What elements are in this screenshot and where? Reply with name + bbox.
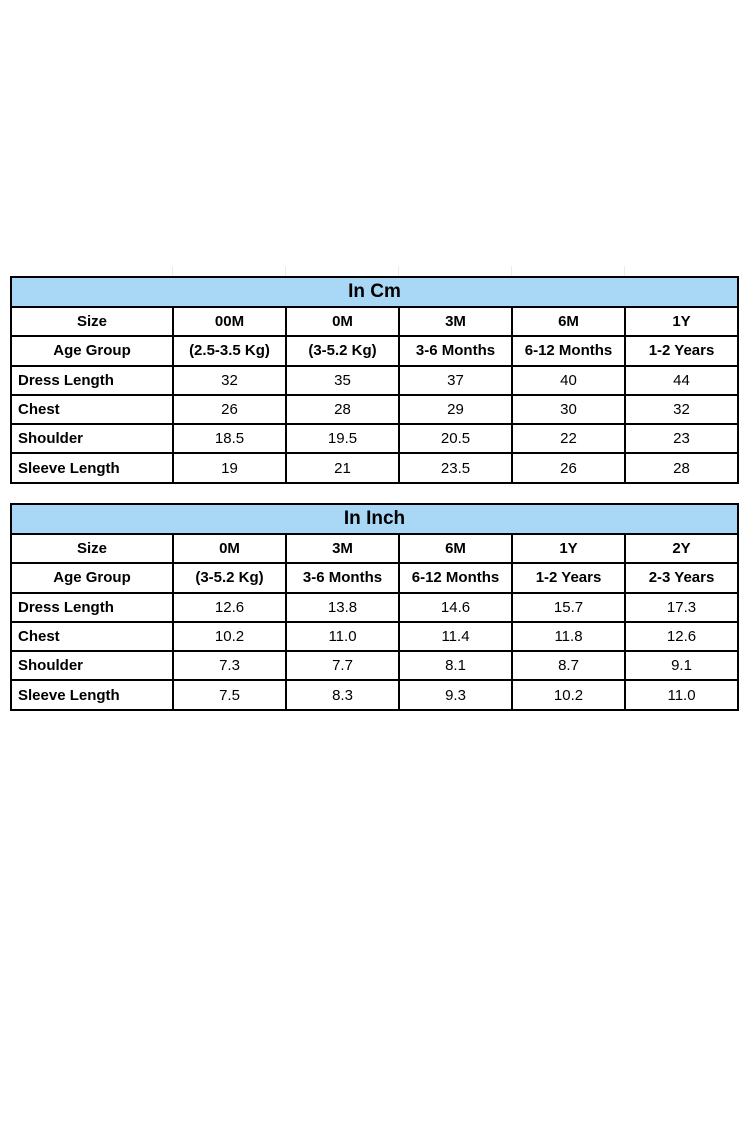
age-cell: 1-2 Years [625, 336, 738, 365]
size-cell: 0M [173, 534, 286, 563]
table-title-row [11, 504, 738, 534]
size-cell: 2Y [625, 534, 738, 563]
value-cell: 23 [625, 424, 738, 453]
size-cell: 00M [173, 307, 286, 336]
value-cell: 8.7 [512, 651, 625, 680]
measurement-label: Chest [11, 395, 173, 424]
measurement-row [11, 651, 738, 680]
value-cell: 22 [512, 424, 625, 453]
value-cell: 17.3 [625, 593, 738, 622]
measurement-label: Shoulder [11, 424, 173, 453]
age-cell: 6-12 Months [399, 563, 512, 592]
age-group-row [11, 336, 738, 365]
age-cell: 6-12 Months [512, 336, 625, 365]
gridline [398, 266, 399, 276]
value-cell: 28 [625, 453, 738, 482]
table-title: In Inch [11, 504, 738, 534]
value-cell: 30 [512, 395, 625, 424]
age-cell: 3-6 Months [286, 563, 399, 592]
measurement-label: Chest [11, 622, 173, 651]
table-title-row [11, 277, 738, 307]
value-cell: 11.8 [512, 622, 625, 651]
value-cell: 10.2 [173, 622, 286, 651]
measurement-label: Shoulder [11, 651, 173, 680]
table-title: In Cm [11, 277, 738, 307]
age-cell: 3-6 Months [399, 336, 512, 365]
size-label: Size [11, 307, 173, 336]
value-cell: 9.3 [399, 680, 512, 709]
gridline [285, 266, 286, 276]
value-cell: 12.6 [173, 593, 286, 622]
value-cell: 32 [625, 395, 738, 424]
value-cell: 9.1 [625, 651, 738, 680]
value-cell: 8.1 [399, 651, 512, 680]
value-cell: 18.5 [173, 424, 286, 453]
value-cell: 37 [399, 366, 512, 395]
value-cell: 19 [173, 453, 286, 482]
value-cell: 35 [286, 366, 399, 395]
value-cell: 14.6 [399, 593, 512, 622]
age-cell: 1-2 Years [512, 563, 625, 592]
value-cell: 29 [399, 395, 512, 424]
age-cell: (3-5.2 Kg) [286, 336, 399, 365]
size-cell: 1Y [625, 307, 738, 336]
value-cell: 20.5 [399, 424, 512, 453]
measurement-label: Sleeve Length [11, 453, 173, 482]
value-cell: 28 [286, 395, 399, 424]
value-cell: 13.8 [286, 593, 399, 622]
value-cell: 7.5 [173, 680, 286, 709]
gridline [172, 266, 173, 276]
measurement-row [11, 395, 738, 424]
age-cell: (3-5.2 Kg) [173, 563, 286, 592]
measurement-row [11, 366, 738, 395]
size-label: Size [11, 534, 173, 563]
size-cell: 1Y [512, 534, 625, 563]
size-chart-inch-table [10, 503, 739, 711]
age-group-label: Age Group [11, 563, 173, 592]
value-cell: 11.4 [399, 622, 512, 651]
value-cell: 10.2 [512, 680, 625, 709]
value-cell: 8.3 [286, 680, 399, 709]
value-cell: 11.0 [286, 622, 399, 651]
measurement-row [11, 424, 738, 453]
measurement-row [11, 593, 738, 622]
value-cell: 32 [173, 366, 286, 395]
value-cell: 12.6 [625, 622, 738, 651]
value-cell: 26 [512, 453, 625, 482]
gridline [511, 266, 512, 276]
age-cell: (2.5-3.5 Kg) [173, 336, 286, 365]
measurement-row [11, 453, 738, 482]
size-cell: 3M [399, 307, 512, 336]
size-cell: 0M [286, 307, 399, 336]
measurement-label: Dress Length [11, 366, 173, 395]
value-cell: 11.0 [625, 680, 738, 709]
size-cell: 6M [512, 307, 625, 336]
value-cell: 23.5 [399, 453, 512, 482]
gridline [624, 266, 625, 276]
age-group-row [11, 563, 738, 592]
value-cell: 15.7 [512, 593, 625, 622]
measurement-row [11, 622, 738, 651]
value-cell: 7.3 [173, 651, 286, 680]
measurement-label: Sleeve Length [11, 680, 173, 709]
size-row [11, 534, 738, 563]
value-cell: 19.5 [286, 424, 399, 453]
value-cell: 21 [286, 453, 399, 482]
age-group-label: Age Group [11, 336, 173, 365]
size-chart-cm-table [10, 276, 739, 484]
measurement-row [11, 680, 738, 709]
value-cell: 40 [512, 366, 625, 395]
value-cell: 26 [173, 395, 286, 424]
size-cell: 6M [399, 534, 512, 563]
value-cell: 44 [625, 366, 738, 395]
measurement-label: Dress Length [11, 593, 173, 622]
size-row [11, 307, 738, 336]
age-cell: 2-3 Years [625, 563, 738, 592]
value-cell: 7.7 [286, 651, 399, 680]
size-cell: 3M [286, 534, 399, 563]
